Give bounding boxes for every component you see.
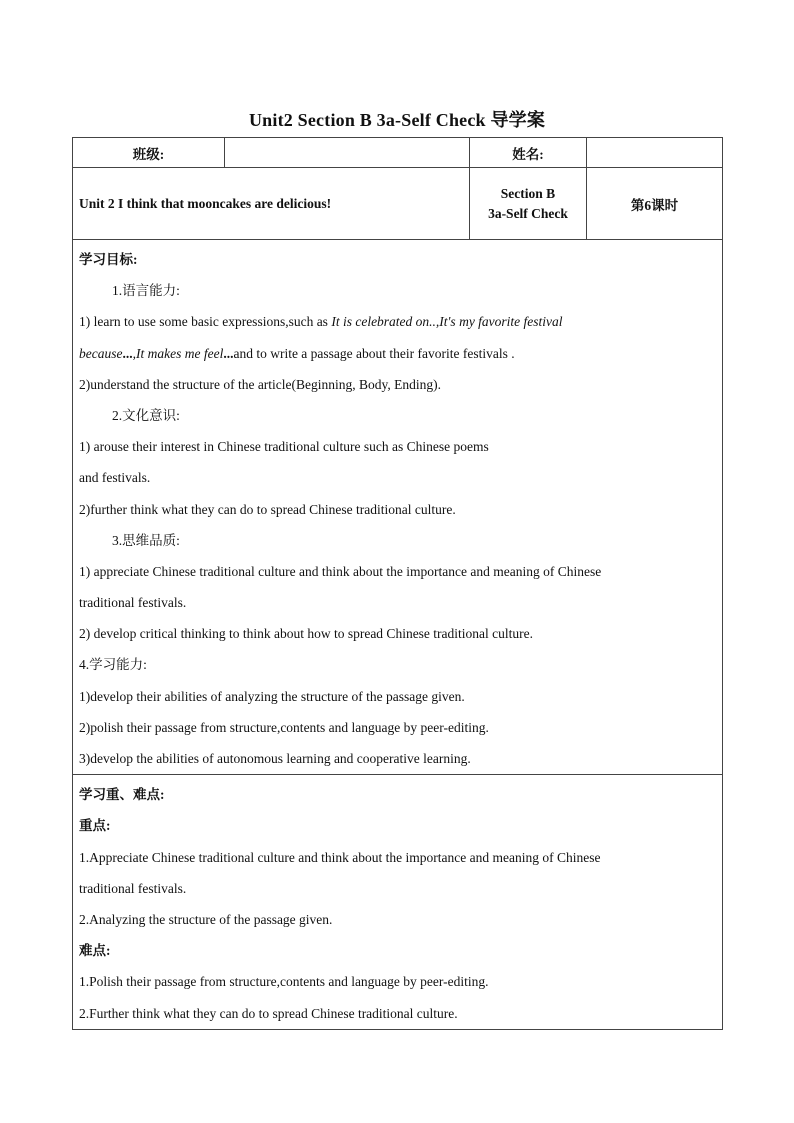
objectives-heading: 学习目标: (79, 252, 138, 267)
objective-text-part: and to write a passage about their favorite festivals . (233, 345, 515, 361)
unit-row (73, 168, 723, 240)
objective-text: 2)further think what they can do to spread Chinese traditional culture. (79, 501, 456, 517)
objective-text: 2) develop critical thinking to think about how to spread Chinese traditional culture. (79, 626, 534, 642)
page-title: Unit2 Section B 3a-Self Check 导学案 (248, 110, 546, 130)
lesson-table (72, 137, 723, 1030)
key-points-title: 重点: (79, 818, 111, 834)
objective-text: 2)polish their passage from structure,contents and language by peer-editing. (79, 719, 489, 735)
objective-text: 1) appreciate Chinese traditional culture and think about the importance and meaning of Chinese (79, 563, 602, 579)
focus-text: 1.Polish their passage from structure,contents and language by peer-editing. (79, 974, 489, 990)
focus-text: 1.Appreciate Chinese traditional culture and think about the importance and meaning of Chinese (79, 849, 601, 865)
objective-text: 2)understand the structure of the article(Beginning, Body, Ending). (79, 376, 442, 392)
objective-text: and festivals. (79, 470, 151, 486)
focus-text: 2.Further think what they can do to spread Chinese traditional culture. (79, 1005, 458, 1021)
objective-text (79, 306, 716, 337)
thinking-quality-title: 3.思维品质: (112, 532, 180, 548)
objective-text-part: 1) learn to use some basic expressions,such as (79, 314, 332, 330)
objective-text-italic: It is celebrated on..,It's my favorite festival (331, 314, 563, 330)
difficult-points-title: 难点: (79, 943, 111, 959)
class-field[interactable] (225, 138, 470, 168)
focus-heading: 学习重、难点: (79, 787, 165, 803)
section-line-2: 3a-Self Check (488, 205, 568, 221)
objective-text-bold: ... (122, 345, 133, 361)
focus-row (73, 775, 723, 1030)
objective-text (79, 338, 716, 369)
name-field[interactable] (587, 138, 723, 168)
name-label: 姓名: (470, 138, 587, 168)
language-ability-title: 1.语言能力: (112, 283, 180, 299)
objectives-row (73, 240, 723, 775)
focus-text: 2.Analyzing the structure of the passage given. (79, 911, 333, 927)
class-label: 班级: (73, 138, 225, 168)
objective-text-italic: ,It makes me feel (132, 345, 224, 361)
section-line-1: Section B (500, 185, 556, 201)
unit-title: Unit 2 I think that mooncakes are delicious! (73, 168, 470, 240)
focus-cell (73, 775, 723, 1030)
learning-ability-title: 4.学习能力: (79, 657, 147, 673)
objective-text: 1) arouse their interest in Chinese traditional culture such as Chinese poems (79, 439, 489, 455)
objective-text: 1)develop their abilities of analyzing the structure of the passage given. (79, 688, 465, 704)
focus-text: traditional festivals. (79, 880, 187, 896)
lesson-number: 第6课时 (587, 168, 723, 240)
class-name-row (73, 138, 723, 168)
objective-text: 3)develop the abilities of autonomous learning and cooperative learning. (79, 751, 471, 766)
objectives-cell (73, 240, 723, 775)
objective-text: traditional festivals. (79, 595, 187, 611)
objective-text-italic: because (79, 345, 123, 361)
section-cell (470, 168, 587, 240)
objective-text-bold: ... (223, 345, 234, 361)
culture-awareness-title: 2.文化意识: (112, 407, 180, 423)
